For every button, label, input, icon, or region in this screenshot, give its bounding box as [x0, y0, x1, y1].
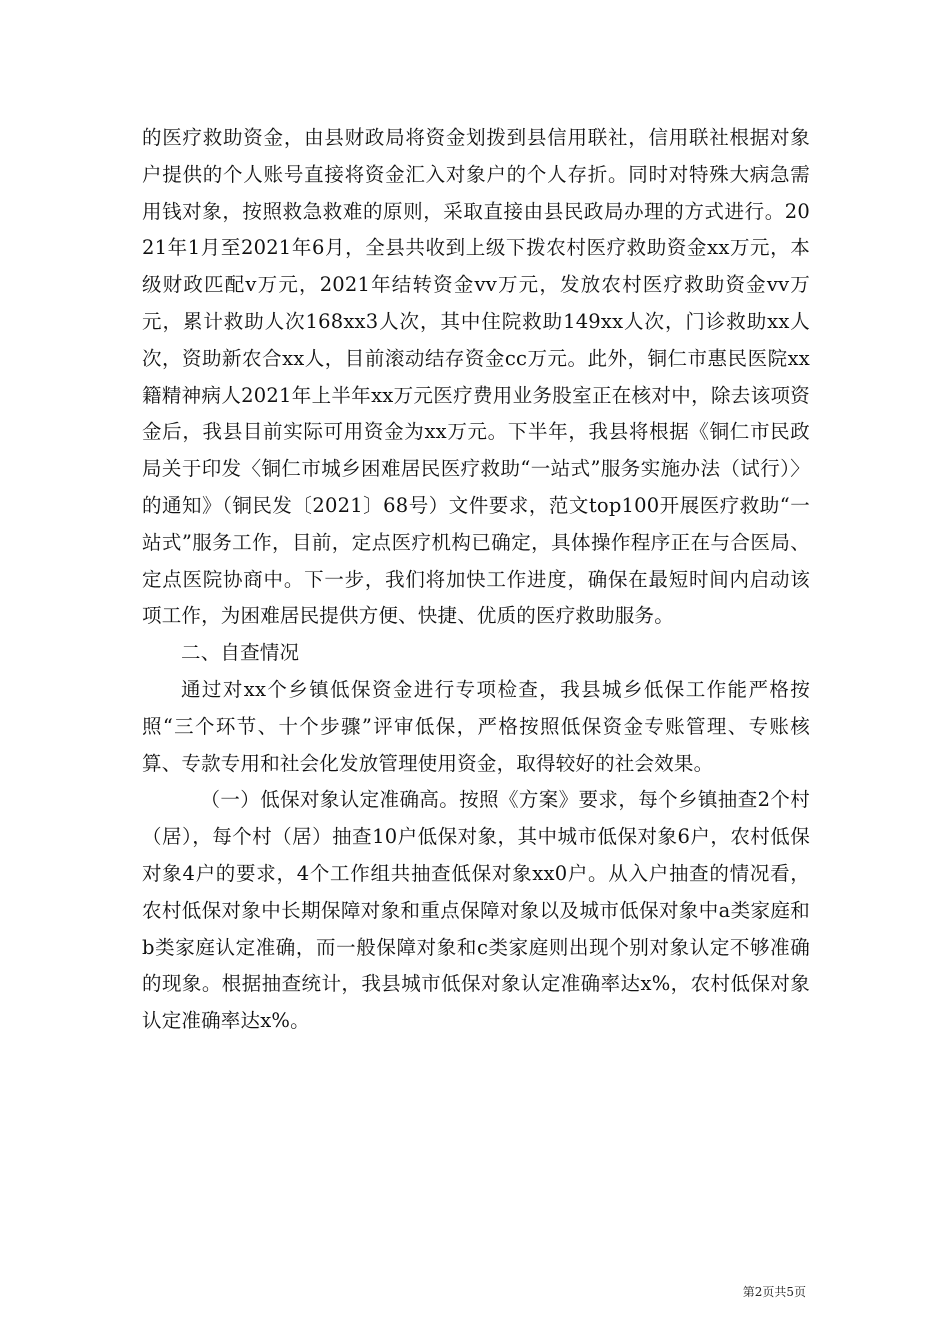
paragraph-inspection-summary: 通过对xx个乡镇低保资金进行专项检查，我县城乡低保工作能严格按照“三个环节、十个步骤”评审低保，严格按照低保资金专账管理、专账核算、专款专用和社会化发放管理使用资金，取得较好的社会效果。	[142, 677, 810, 775]
paragraph-medical-aid-funds: 的医疗救助资金，由县财政局将资金划拨到县信用联社，信用联社根据对象户提供的个人账号直接将资金汇入对象户的个人存折。同时对特殊大病急需用钱对象，按照救急救难的原则，采取直接由县民政局办理的方式进行。2021年1月至2021年6月，全县共收到上级下拨农村医疗救助资金xx万元，本级财政匹配v万元，2021年结转资金vv万元，发放农村医疗救助资金vv万元，累计救助人次168xx3人次，其中住院救助149xx人次，门诊救助xx人次，资助新农合xx人，目前滚动结存资金cc万元。此外，铜仁市惠民医院xx籍精神病人2021年上半年xx万元医疗费用业务股室正在核对中，除去该项资金后，我县目前实际可用资金为xx万元。下半年，我县将根据《铜仁市民政局关于印发〈铜仁市城乡困难居民医疗救助“一站式”服务实施办法（试行）〉的通知》（铜民发〔2021〕68号）文件要求，范文top100开展医疗救助“一站式”服务工作，目前，定点医疗机构已确定，具体操作程序正在与合医局、定点医院协商中。下一步，我们将加快工作进度，确保在最短时间内启动该项工作，为困难居民提供方便、快捷、优质的医疗救助服务。	[142, 126, 810, 628]
page-number: 第2页共5页	[742, 1285, 806, 1299]
paragraph-target-accuracy: （一）低保对象认定准确高。按照《方案》要求，每个乡镇抽查2个村（居），每个村（居）抽查10户低保对象，其中城市低保对象6户，农村低保对象4户的要求，4个工作组共抽查低保对象xx0户。从入户抽查的情况看，农村低保对象中长期保障对象和重点保障对象以及城市低保对象中a类家庭和b类家庭认定准确，而一般保障对象和c类家庭则出现个别对象认定不够准确的现象。根据抽查统计，我县城市低保对象认定准确率达x%，农村低保对象认定准确率达x%。	[142, 788, 810, 1033]
document-body	[142, 120, 810, 1040]
section-heading-self-inspection: 二、自查情况	[181, 641, 300, 665]
